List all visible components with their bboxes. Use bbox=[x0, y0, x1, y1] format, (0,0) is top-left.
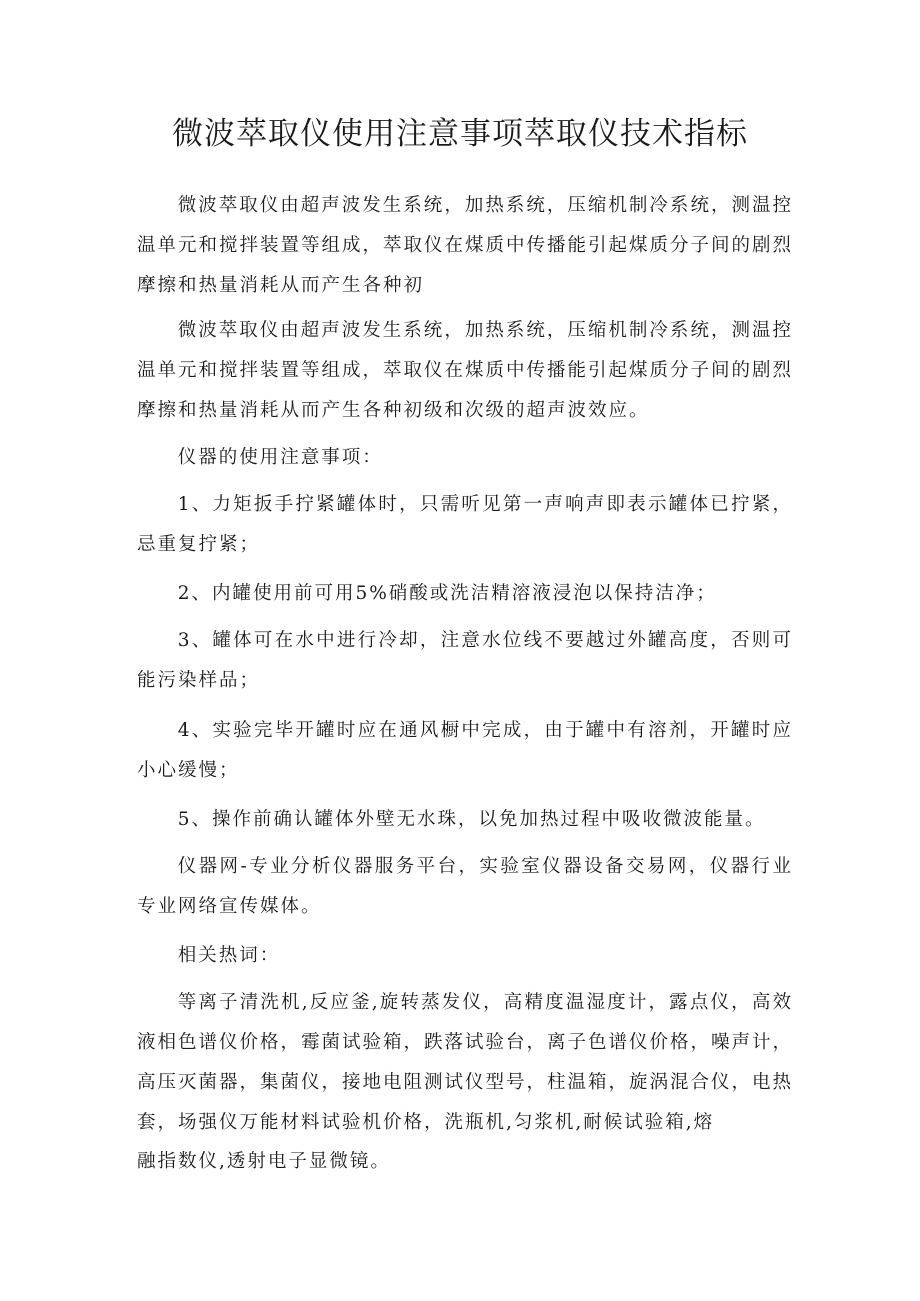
paragraph-site-description: 仪器网-专业分析仪器服务平台，实验室仪器设备交易网，仪器行业专业网络宣传媒体。 bbox=[137, 856, 793, 917]
paragraph-intro-full: 微波萃取仪由超声波发生系统，加热系统，压缩机制冷系统，测温控温单元和搅拌装置等组成，萃取仪在煤质中传播能引起煤质分子间的剧烈摩擦和热量消耗从而产生各种初级和次级的超声波效应。 bbox=[137, 320, 794, 421]
paragraph-note-2: 2、内罐使用前可用5%硝酸或洗洁精溶液浸泡以保持洁净； bbox=[177, 583, 717, 604]
document-title: 微波萃取仪使用注意事项萃取仪技术指标 bbox=[172, 116, 748, 152]
paragraph-hot-words-heading: 相关热词： bbox=[177, 945, 281, 966]
paragraph-note-3: 3、罐体可在水中进行冷却，注意水位线不要越过外罐高度，否则可能污染样品； bbox=[137, 630, 793, 691]
paragraph-hot-words-list: 等离子清洗机,反应釜,旋转蒸发仪，高精度温湿度计，露点仪，高效液相色谱仪价格，霉菌试验箱，跌落试验台，离子色谱仪价格，噪声计，高压灭菌器，集菌仪，接地电阻测试仪型号，柱温箱，旋涡混合仪，电热套，场强仪万能材料试验机价格，洗瓶机,匀浆机,耐候试验箱,熔 bbox=[137, 992, 794, 1133]
paragraph-intro-truncated: 微波萃取仪由超声波发生系统，加热系统，压缩机制冷系统，测温控温单元和搅拌装置等组成，萃取仪在煤质中传播能引起煤质分子间的剧烈摩擦和热量消耗从而产生各种初 bbox=[137, 195, 794, 296]
paragraph-note-4: 4、实验完毕开罐时应在通风橱中完成，由于罐中有溶剂，开罐时应小心缓慢； bbox=[137, 720, 793, 781]
paragraph-hot-words-tail: 融指数仪,透射电子显微镜。 bbox=[137, 1151, 391, 1172]
paragraph-note-5: 5、操作前确认罐体外壁无水珠，以免加热过程中吸收微波能量。 bbox=[177, 809, 766, 830]
paragraph-note-1: 1、力矩扳手拧紧罐体时，只需听见第一声响声即表示罐体已拧紧，忌重复拧紧； bbox=[137, 494, 793, 555]
paragraph-usage-heading: 仪器的使用注意事项： bbox=[177, 447, 383, 468]
